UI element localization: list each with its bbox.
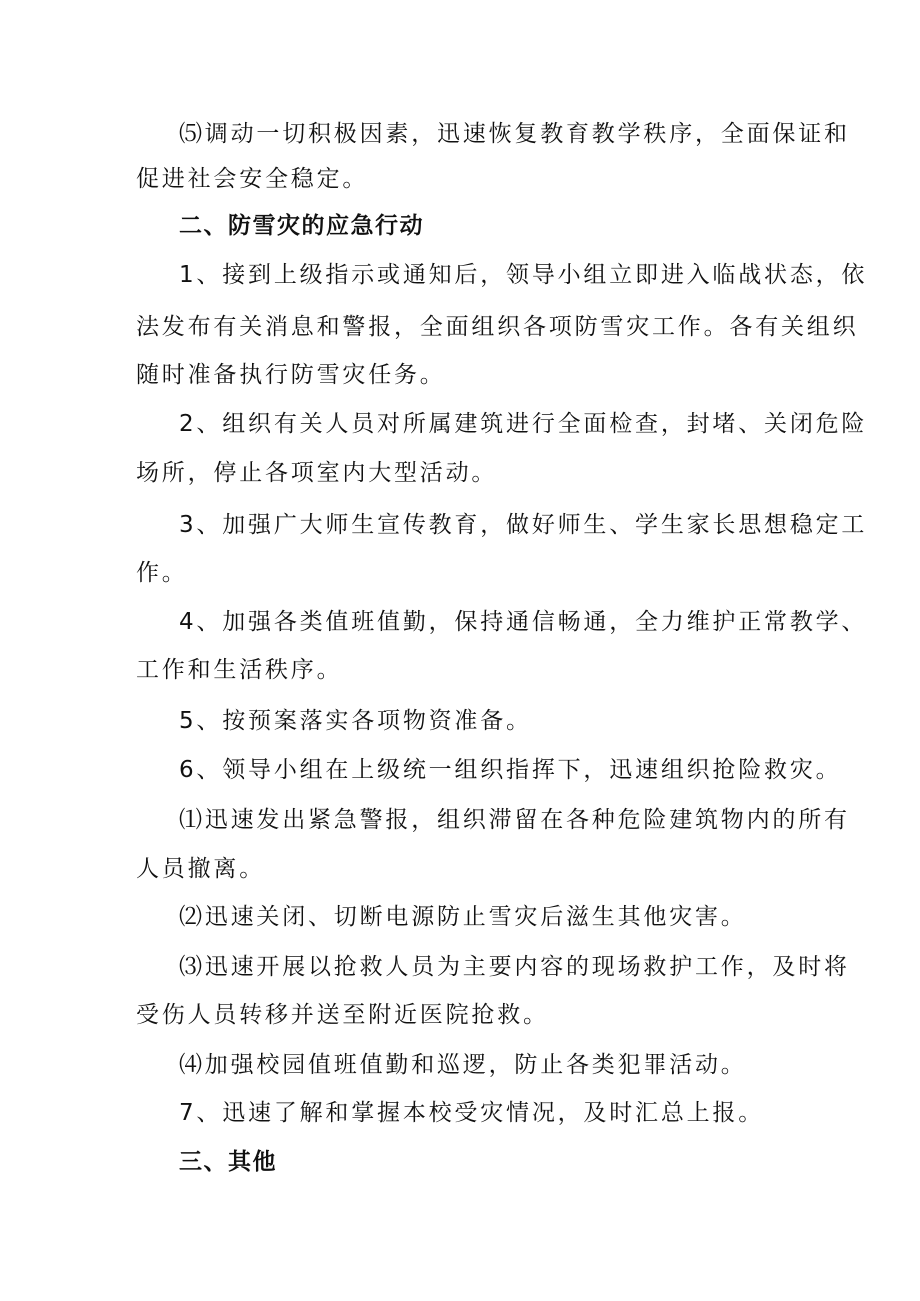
section-heading: 二、防雪灾的应急行动 [179,213,424,239]
paragraph-line: ⑶迅速开展以抢救人员为主要内容的现场救护工作，及时将 [179,954,850,980]
paragraph-line: ⑸调动一切积极因素，迅速恢复教育教学秩序，全面保证和 [179,121,850,147]
paragraph-line: 随时准备执行防雪灾任务。 [136,362,446,388]
section-heading: 三、其他 [179,1149,277,1175]
paragraph-line: 1、接到上级指示或通知后，领导小组立即进入临战状态，依 [179,262,868,288]
paragraph-line: 5、按预案落实各项物资准备。 [179,708,532,734]
paragraph-line: 受伤人员转移并送至附近医院抢救。 [136,1002,549,1028]
paragraph-line: 人员撤离。 [136,856,265,882]
paragraph-line: 2、组织有关人员对所属建筑进行全面检查，封堵、关闭危险 [179,411,868,437]
paragraph-line: 作。 [136,560,188,586]
paragraph-line: ⑴迅速发出紧急警报，组织滞留在各种危险建筑物内的所有 [179,807,850,833]
paragraph-line: 工作和生活秩序。 [136,657,343,683]
paragraph-line: 7、迅速了解和掌握本校受灾情况，及时汇总上报。 [179,1100,765,1126]
paragraph-line: 促进社会安全稳定。 [136,166,369,192]
paragraph-line: 6、领导小组在上级统一组织指挥下，迅速组织抢险救灾。 [179,757,842,783]
paragraph-line: ⑷加强校园值班值勤和巡逻，防止各类犯罪活动。 [179,1052,747,1078]
paragraph-line: 3、加强广大师生宣传教育，做好师生、学生家长思想稳定工 [179,512,868,538]
paragraph-line: 场所，停止各项室内大型活动。 [136,460,498,486]
paragraph-line: ⑵迅速关闭、切断电源防止雪灾后滋生其他灾害。 [179,904,747,930]
paragraph-line: 法发布有关消息和警报，全面组织各项防雪灾工作。各有关组织 [136,314,859,340]
paragraph-line: 4、加强各类值班值勤，保持通信畅通，全力维护正常教学、 [179,609,868,635]
